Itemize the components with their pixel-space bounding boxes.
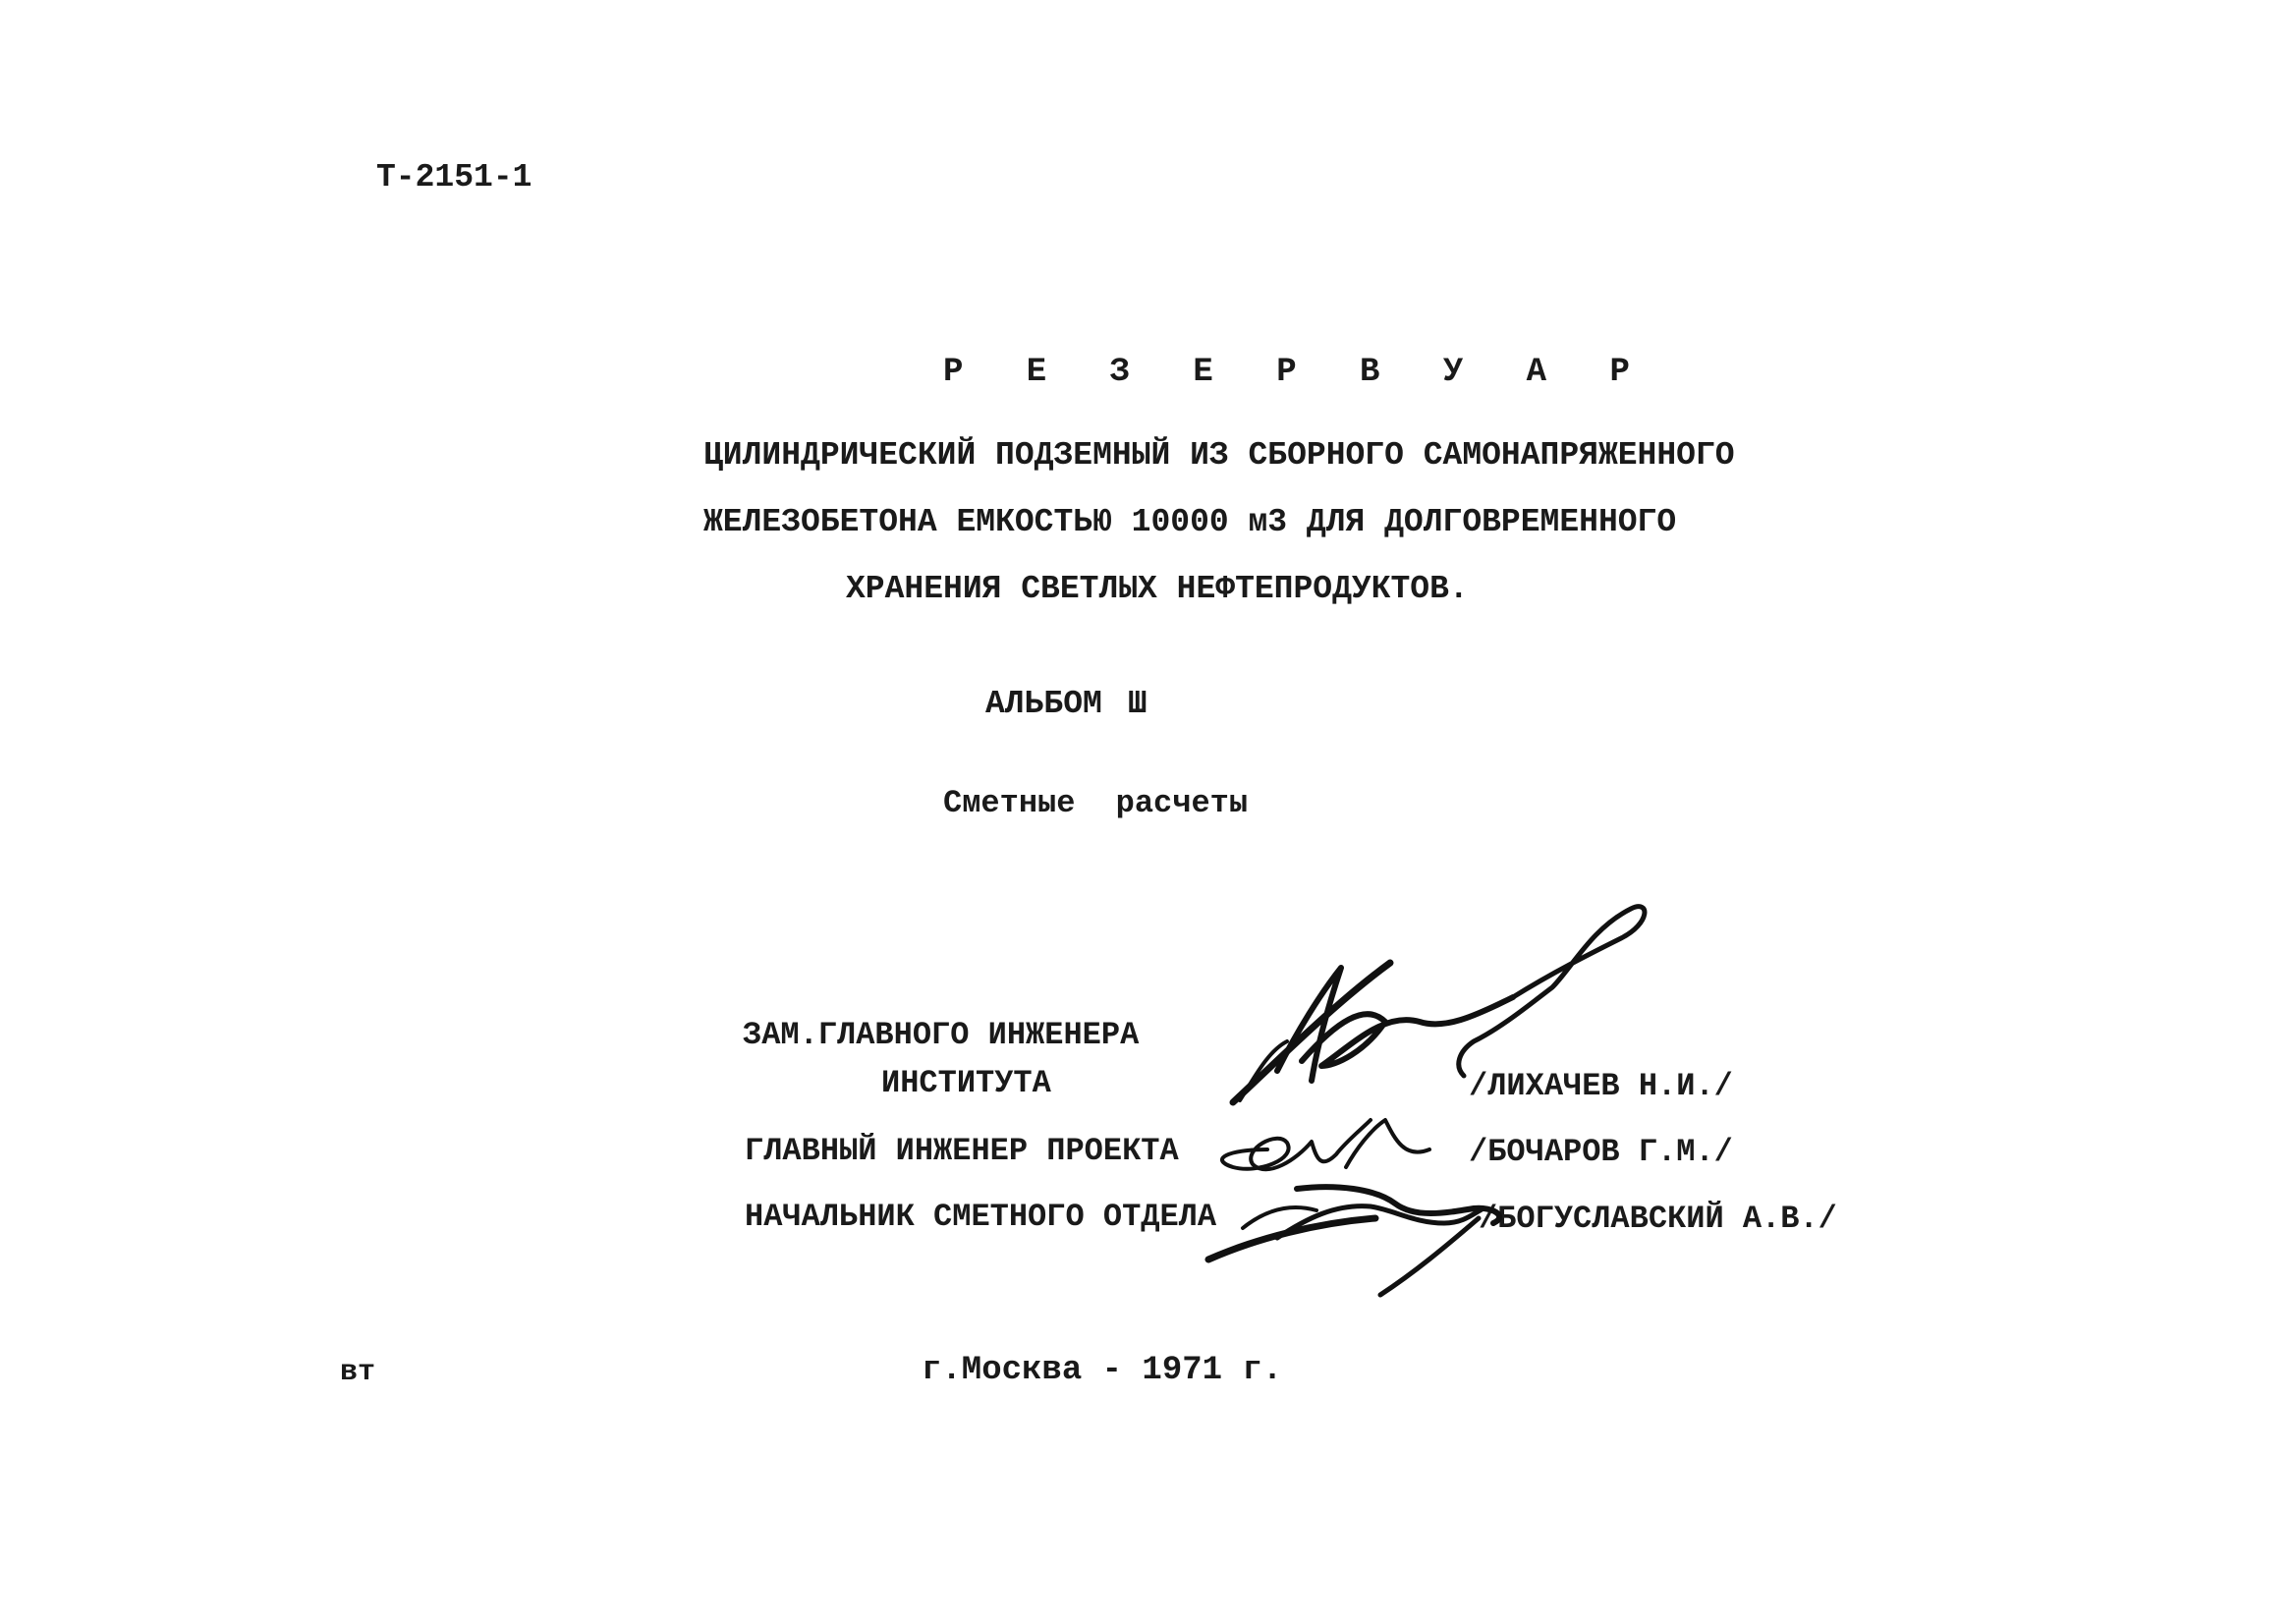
corner-marker: вт	[340, 1356, 376, 1389]
album-heading	[985, 688, 1148, 720]
signatory-1-role-line-1: ЗАМ.ГЛАВНОГО ИНЖЕНЕРА	[743, 1017, 1140, 1053]
signatory-1-role-line-2: ИНСТИТУТА	[881, 1065, 1051, 1101]
signatory-2-name: /БОЧАРОВ Г.М./	[1469, 1134, 1733, 1170]
signatory-1-name: /ЛИХАЧЕВ Н.И./	[1469, 1068, 1733, 1104]
place-and-year: г.Москва - 1971 г.	[922, 1352, 1283, 1389]
subtitle-line-3: ХРАНЕНИЯ СВЕТЛЫХ НЕФТЕПРОДУКТОВ.	[846, 571, 1469, 607]
signature-2	[1222, 1120, 1429, 1169]
signature-3	[1208, 1187, 1499, 1295]
signatory-2-role: ГЛАВНЫЙ ИНЖЕНЕР ПРОЕКТА	[745, 1133, 1179, 1169]
document-code: Т-2151-1	[376, 159, 532, 196]
album-number: Ш	[1127, 686, 1148, 722]
album-label: АЛЬБОМ	[985, 686, 1102, 722]
section-title: Сметные расчеты	[943, 785, 1249, 821]
subtitle-line-2: ЖЕЛЕЗОБЕТОНА ЕМКОСТЬЮ 10000 м3 ДЛЯ ДОЛГОВРЕМЕННОГО	[703, 504, 1677, 540]
subtitle-line-1: ЦИЛИНДРИЧЕСКИЙ ПОДЗЕМНЫЙ ИЗ СБОРНОГО САМОНАПРЯЖЕННОГО	[703, 437, 1735, 474]
signatory-3-role: НАЧАЛЬНИК СМЕТНОГО ОТДЕЛА	[745, 1199, 1217, 1235]
signatory-3-name: /БОГУСЛАВСКИЙ А.В./	[1479, 1201, 1837, 1237]
document-title: Р Е З Е Р В У А Р	[943, 354, 1651, 391]
